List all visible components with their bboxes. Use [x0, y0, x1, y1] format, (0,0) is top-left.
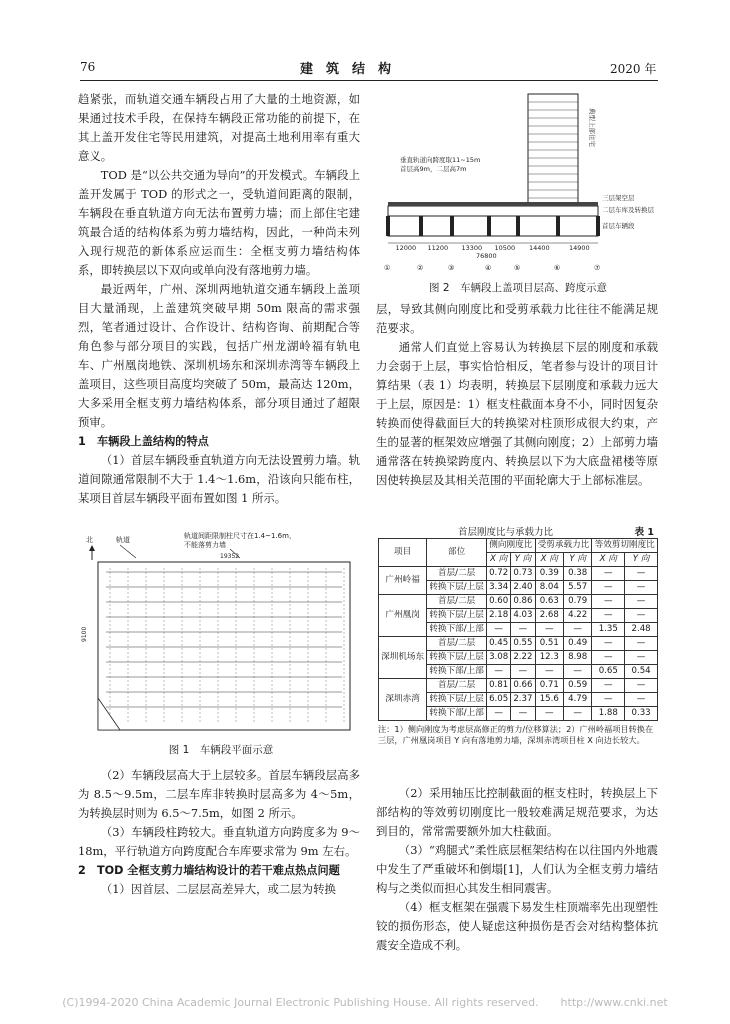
span-label-1: 垂直轨道向跨度取11~15m	[400, 156, 481, 164]
total-dimension: 76800	[476, 252, 497, 260]
value-cell: —	[535, 665, 563, 679]
part-cell: 转换下层/上层	[427, 609, 487, 623]
value-cell: —	[511, 707, 535, 721]
table-title: 首层刚度比与承载力比	[458, 527, 554, 538]
value-cell: 3.34	[487, 581, 511, 595]
section-drawing	[378, 88, 658, 276]
part-cell: 转换下层/上层	[427, 651, 487, 665]
col-header: 等效剪切刚度比	[592, 539, 658, 553]
paragraph: （3）“鸡腿式”柔性底层框架结构在以往国内外地震中发生了严重破坏和倒塌[1]，人们认为全框支剪力墙结构与之类似而担心其发生相同震害。	[376, 843, 658, 895]
value-cell: 0.38	[563, 567, 591, 581]
data-table	[378, 538, 658, 721]
value-cell: —	[535, 623, 563, 637]
project-cell: 深圳赤湾	[379, 679, 427, 721]
level-label: 首层车辆段	[602, 222, 635, 230]
value-cell: —	[511, 623, 535, 637]
value-cell: —	[563, 707, 591, 721]
value-cell: 2.22	[511, 651, 535, 665]
column	[487, 216, 491, 236]
col-header: 受剪承载力比	[535, 539, 592, 553]
value-cell: 0.86	[511, 595, 535, 609]
part-cell: 转换下部/上部	[427, 623, 487, 637]
paragraph: 层，导致其侧向刚度比和受剪承载力比往往不能满足规范要求。	[376, 302, 658, 335]
value-cell: 0.73	[511, 567, 535, 581]
project-cell: 广州岭福	[379, 567, 427, 595]
site-plan-drawing	[80, 528, 362, 740]
axis-marker: ⑦	[594, 264, 601, 272]
value-cell: 0.51	[535, 637, 563, 651]
column	[596, 216, 600, 236]
figure-1	[80, 528, 362, 740]
north-label: 北	[86, 536, 93, 544]
track-label: 轨道	[116, 536, 130, 544]
value-cell: 1.35	[592, 623, 625, 637]
axis-marker: ②	[417, 264, 424, 272]
column	[419, 216, 423, 236]
right-column-bottom	[376, 784, 658, 955]
copyright-footer: (C)1994-2020 China Academic Journal Electronic Publishing House. All rights reserved. http://www.cnki.net	[62, 996, 668, 1009]
value-cell: —	[592, 637, 625, 651]
value-cell: 12.3	[535, 651, 563, 665]
paragraph: （3）车辆段柱跨较大。垂直轨道方向跨度多为 9～18m，平行轨道方向跨度配合车库要求常为 9m 左右。	[78, 825, 360, 858]
value-cell: —	[592, 679, 625, 693]
value-cell: 4.03	[511, 609, 535, 623]
value-cell: —	[625, 693, 658, 707]
sub-header: X 向	[592, 553, 625, 567]
table-row	[379, 637, 658, 651]
table-row	[379, 679, 658, 693]
col-header: 侧向刚度比	[487, 539, 536, 553]
column	[450, 216, 454, 236]
paragraph: （2）车辆段层高大于上层较多。首层车辆段层高多为 8.5～9.5m，二层车库非转换时层高多为 4～5m，为转换层时则为 6.5～7.5m，如图 2 所示。	[78, 768, 360, 820]
value-cell: 2.37	[511, 693, 535, 707]
table-row	[379, 595, 658, 609]
north-arrow-icon	[89, 545, 95, 560]
part-cell: 首层/二层	[427, 679, 487, 693]
value-cell: 0.71	[535, 679, 563, 693]
value-cell: —	[592, 609, 625, 623]
span-dimension: 14400	[529, 244, 550, 252]
value-cell: —	[592, 581, 625, 595]
value-cell: 0.55	[511, 637, 535, 651]
year: 2020 年	[610, 62, 657, 76]
page-number: 76	[80, 60, 96, 74]
value-cell: —	[487, 707, 511, 721]
value-cell: —	[511, 665, 535, 679]
value-cell: —	[625, 595, 658, 609]
paragraph: （2）采用轴压比控制截面的框支柱时，转换层上下部结构的等效剪切刚度比一般较难满足规范要求，为达到目的，常常需要额外加大柱截面。	[376, 786, 658, 838]
sub-header: Y 向	[511, 553, 535, 567]
header-rule	[80, 80, 658, 81]
table-row	[379, 567, 658, 581]
value-cell: 5.57	[563, 581, 591, 595]
part-cell: 首层/二层	[427, 637, 487, 651]
span-dimension: 13300	[461, 244, 483, 252]
value-cell: 0.72	[487, 567, 511, 581]
col-header: 项目	[379, 539, 427, 567]
axis-marker: ⑤	[514, 264, 521, 272]
value-cell: 0.81	[487, 679, 511, 693]
value-cell: 2.68	[535, 609, 563, 623]
value-cell: —	[487, 665, 511, 679]
level-label: 典型上部住宅	[588, 108, 596, 147]
axis-marker: ①	[384, 264, 391, 272]
value-cell: 0.79	[563, 595, 591, 609]
paragraph: （1）因首层、二层层高差异大，或二层为转换	[100, 882, 336, 896]
note-line-1: 轨道间距限制柱尺寸在1.4~1.6m，	[184, 532, 296, 540]
value-cell: —	[563, 665, 591, 679]
axis-markers	[384, 264, 600, 272]
paragraph: 通常人们直觉上容易认为转换层下层的刚度和承载力会弱于上层，事实恰恰相反，笔者参与设计的项目计算结果（表 1）均表明，转换层下层刚度和承载力远大于上层，原因是：1）框支柱截面本身不小，同时因复杂转换而使得截面巨大的转换梁对柱顶形成很大约束，产生的显著的框架效应增强了其侧向刚度；2）上部剪力墙通常落在转换梁跨度内、转换层以下为大底盘裙楼等原因使转换层及其相关范围的平面轮廓大于上部标准层。	[376, 340, 658, 487]
level-label: 三层架空层	[602, 194, 635, 202]
value-cell: —	[625, 651, 658, 665]
value-cell: 0.33	[625, 707, 658, 721]
span-dimension: 14900	[569, 244, 590, 252]
span-dimension: 10500	[494, 244, 516, 252]
column	[386, 216, 390, 236]
value-cell: —	[592, 595, 625, 609]
value-cell: 0.63	[535, 595, 563, 609]
project-cell: 深圳机场东	[379, 637, 427, 679]
part-cell: 首层/二层	[427, 595, 487, 609]
part-cell: 首层/二层	[427, 567, 487, 581]
value-cell: —	[592, 651, 625, 665]
part-cell: 转换下部/上部	[427, 665, 487, 679]
top-dimension: 19352	[220, 553, 240, 560]
track-leader-line	[120, 545, 136, 558]
value-cell: —	[592, 567, 625, 581]
figure-1-caption: 图 1 车辆段平面示意	[168, 744, 274, 756]
value-cell: —	[625, 567, 658, 581]
dimension-labels	[396, 244, 590, 252]
section-heading: 2 TOD 全框支剪力墙结构设计的若干难点热点问题	[78, 864, 340, 877]
axis-marker: ③	[448, 264, 455, 272]
part-cell: 转换下部/上部	[427, 707, 487, 721]
sub-header: Y 向	[625, 553, 658, 567]
note-line-2: 不能落剪力墙	[184, 541, 226, 549]
span-label-2: 首层高9m，二层高7m	[400, 165, 467, 173]
value-cell: 0.59	[563, 679, 591, 693]
value-cell: 0.60	[487, 595, 511, 609]
value-cell: 4.79	[563, 693, 591, 707]
paragraph: 趋紧张，而轨道交通车辆段占用了大量的土地资源，如果通过技术手段，在保持车辆段正常功能的前提下，在其上盖开发住宅等民用建筑，对提高土地利用率有重大意义。	[78, 92, 360, 163]
part-cell: 转换下层/上层	[427, 693, 487, 707]
level-label: 二层车库及转换层	[602, 206, 654, 214]
part-cell: 转换下层/上层	[427, 581, 487, 595]
sub-header: X 向	[487, 553, 511, 567]
value-cell: 2.48	[625, 623, 658, 637]
sub-header: X 向	[535, 553, 563, 567]
value-cell: 2.40	[511, 581, 535, 595]
value-cell: 0.45	[487, 637, 511, 651]
value-cell: —	[625, 637, 658, 651]
span-dimension: 11200	[427, 244, 449, 252]
paragraph: （4）框支框架在强震下易发生柱顶端率先出现塑性铰的损伤形态，使人疑虑这种损伤是否会对结构整体抗震安全造成不利。	[376, 900, 658, 952]
span-dimension: 12000	[395, 244, 417, 252]
plan-corner	[98, 698, 120, 730]
table-note: 注：1）侧向刚度为考虑层高修正的剪力/位移算法；2）广州岭福项目转换在三层，广州凰岗项目 Y 向有落地剪力墙，深圳赤湾项目柱 X 向边长较大。	[378, 724, 654, 745]
transfer-level	[388, 202, 598, 206]
value-cell: 3.08	[487, 651, 511, 665]
value-cell: 0.39	[535, 567, 563, 581]
value-cell: —	[563, 623, 591, 637]
journal-title: 建 筑 结 构	[300, 62, 392, 77]
value-cell: 0.65	[592, 665, 625, 679]
column	[556, 216, 560, 236]
left-column-top	[78, 90, 360, 508]
column	[516, 216, 520, 236]
col-header: 部位	[427, 539, 487, 567]
figure-2-caption: 图 2 车辆段上盖项目层高、跨度示意	[428, 282, 608, 294]
value-cell: 0.49	[563, 637, 591, 651]
value-cell: —	[592, 693, 625, 707]
side-dimension: 9100	[81, 626, 88, 642]
axis-marker: ⑥	[554, 264, 561, 272]
table-label: 表 1	[634, 527, 654, 538]
value-cell: 0.66	[511, 679, 535, 693]
value-cell: 0.54	[625, 665, 658, 679]
value-cell: 1.88	[592, 707, 625, 721]
paragraph: （1）首层车辆段垂直轨道方向无法设置剪力墙。轨道间隙通常限制不大于 1.4～1.6m，沿该向只能布柱，某项目首层车辆段平面布置如图 1 所示。	[78, 453, 360, 505]
value-cell: —	[535, 707, 563, 721]
value-cell: —	[487, 623, 511, 637]
value-cell: 4.22	[563, 609, 591, 623]
project-cell: 广州凰岗	[379, 595, 427, 637]
track-grid	[106, 568, 344, 724]
value-cell: 8.98	[563, 651, 591, 665]
figure-2	[378, 88, 658, 276]
value-cell: 15.6	[535, 693, 563, 707]
paragraph: 最近两年，广州、深圳两地轨道交通车辆段上盖项目大量涌现，上盖建筑突破早期 50m 限高的需求强烈，笔者通过设计、合作设计、结构咨询、前期配合等角色参与部分项目的实践，包括广州龙湖岭福有轨电车、广州凰岗地铁、深圳机场东和深圳赤湾等车辆段上盖项目，这些项目高度均突破了 50m，最高达 120m，大多采用全框支剪力墙结构体系，部分项目通过了超限预审。	[78, 282, 360, 429]
value-cell: —	[625, 609, 658, 623]
value-cell: —	[625, 581, 658, 595]
second-floor-slab	[388, 206, 598, 216]
value-cell: —	[625, 679, 658, 693]
value-cell: 2.18	[487, 609, 511, 623]
left-column-bottom	[78, 766, 360, 899]
axis-marker: ④	[485, 264, 492, 272]
table-1	[378, 524, 658, 746]
right-column-top	[376, 300, 658, 490]
value-cell: 8.04	[535, 581, 563, 595]
section-heading: 1 车辆段上盖结构的特点	[78, 435, 209, 448]
sub-header: Y 向	[563, 553, 591, 567]
value-cell: 6.05	[487, 693, 511, 707]
paragraph: TOD 是“以公共交通为导向”的开发模式。车辆段上盖开发属于 TOD 的形式之一，受轨道间距离的限制，车辆段在垂直轨道方向无法布置剪力墙；而上部住宅建筑最合适的结构体系为剪力墙结构，因此，一种尚未列入现行规范的新体系应运而生：全框支剪力墙结构体系，即转换层以下双向或单向没有落地剪力墙。	[78, 168, 360, 277]
